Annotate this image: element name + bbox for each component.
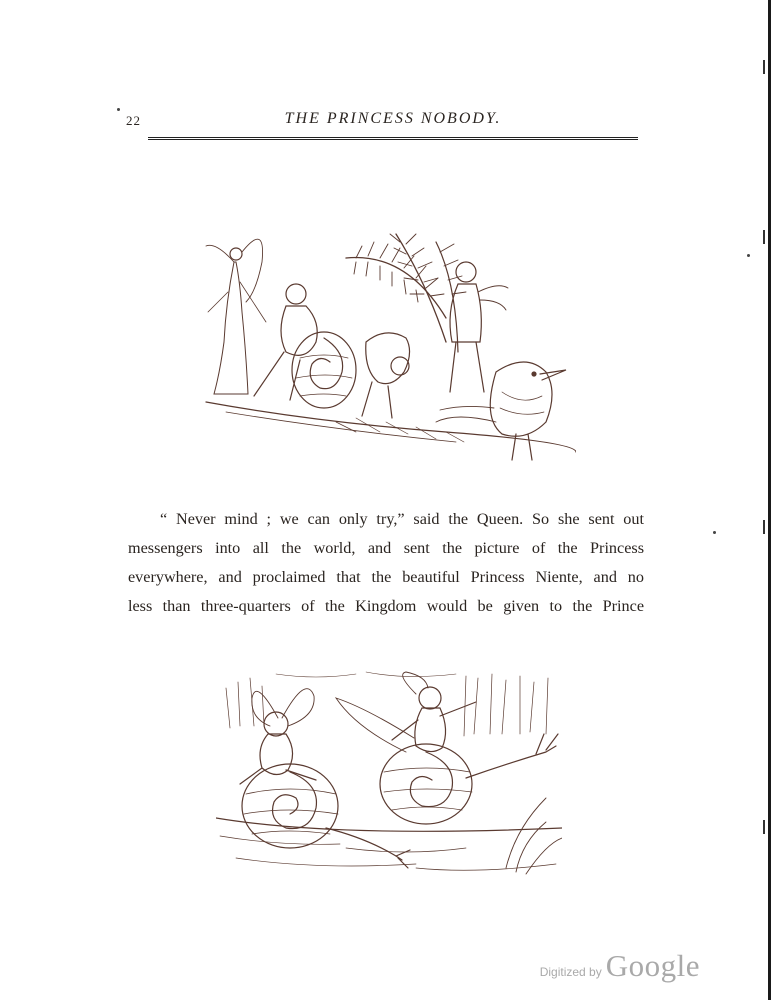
running-head: THE PRINCESS NOBODY.	[284, 110, 502, 127]
google-logo: Google	[605, 948, 700, 983]
scan-edge-mark	[763, 60, 765, 74]
scan-edge	[768, 0, 771, 1000]
scan-speck	[747, 254, 750, 257]
scan-speck	[117, 108, 120, 111]
body-paragraph	[128, 505, 644, 621]
header-rule	[148, 137, 638, 140]
watermark-prefix: Digitized by	[539, 965, 602, 979]
body-line: “ Never mind ; we can only try,” said the Queen. So she sent out	[160, 510, 644, 528]
scan-speck	[713, 531, 716, 534]
scan-edge-mark	[763, 230, 765, 244]
body-line: messengers into all the world, and sent the picture of the Princess	[128, 539, 644, 557]
scan-edge-mark	[763, 520, 765, 534]
body-line: less than three-quarters of the Kingdom would be given to the Prince	[128, 597, 644, 615]
body-line: everywhere, and proclaimed that the beautiful Princess Niente, and no	[128, 568, 644, 586]
digitized-watermark	[540, 948, 700, 984]
page-number: 22	[126, 113, 141, 128]
fairies-and-snail-illustration	[196, 222, 576, 470]
fairies-riding-snails-illustration	[216, 668, 562, 886]
scan-edge-mark	[763, 820, 765, 834]
